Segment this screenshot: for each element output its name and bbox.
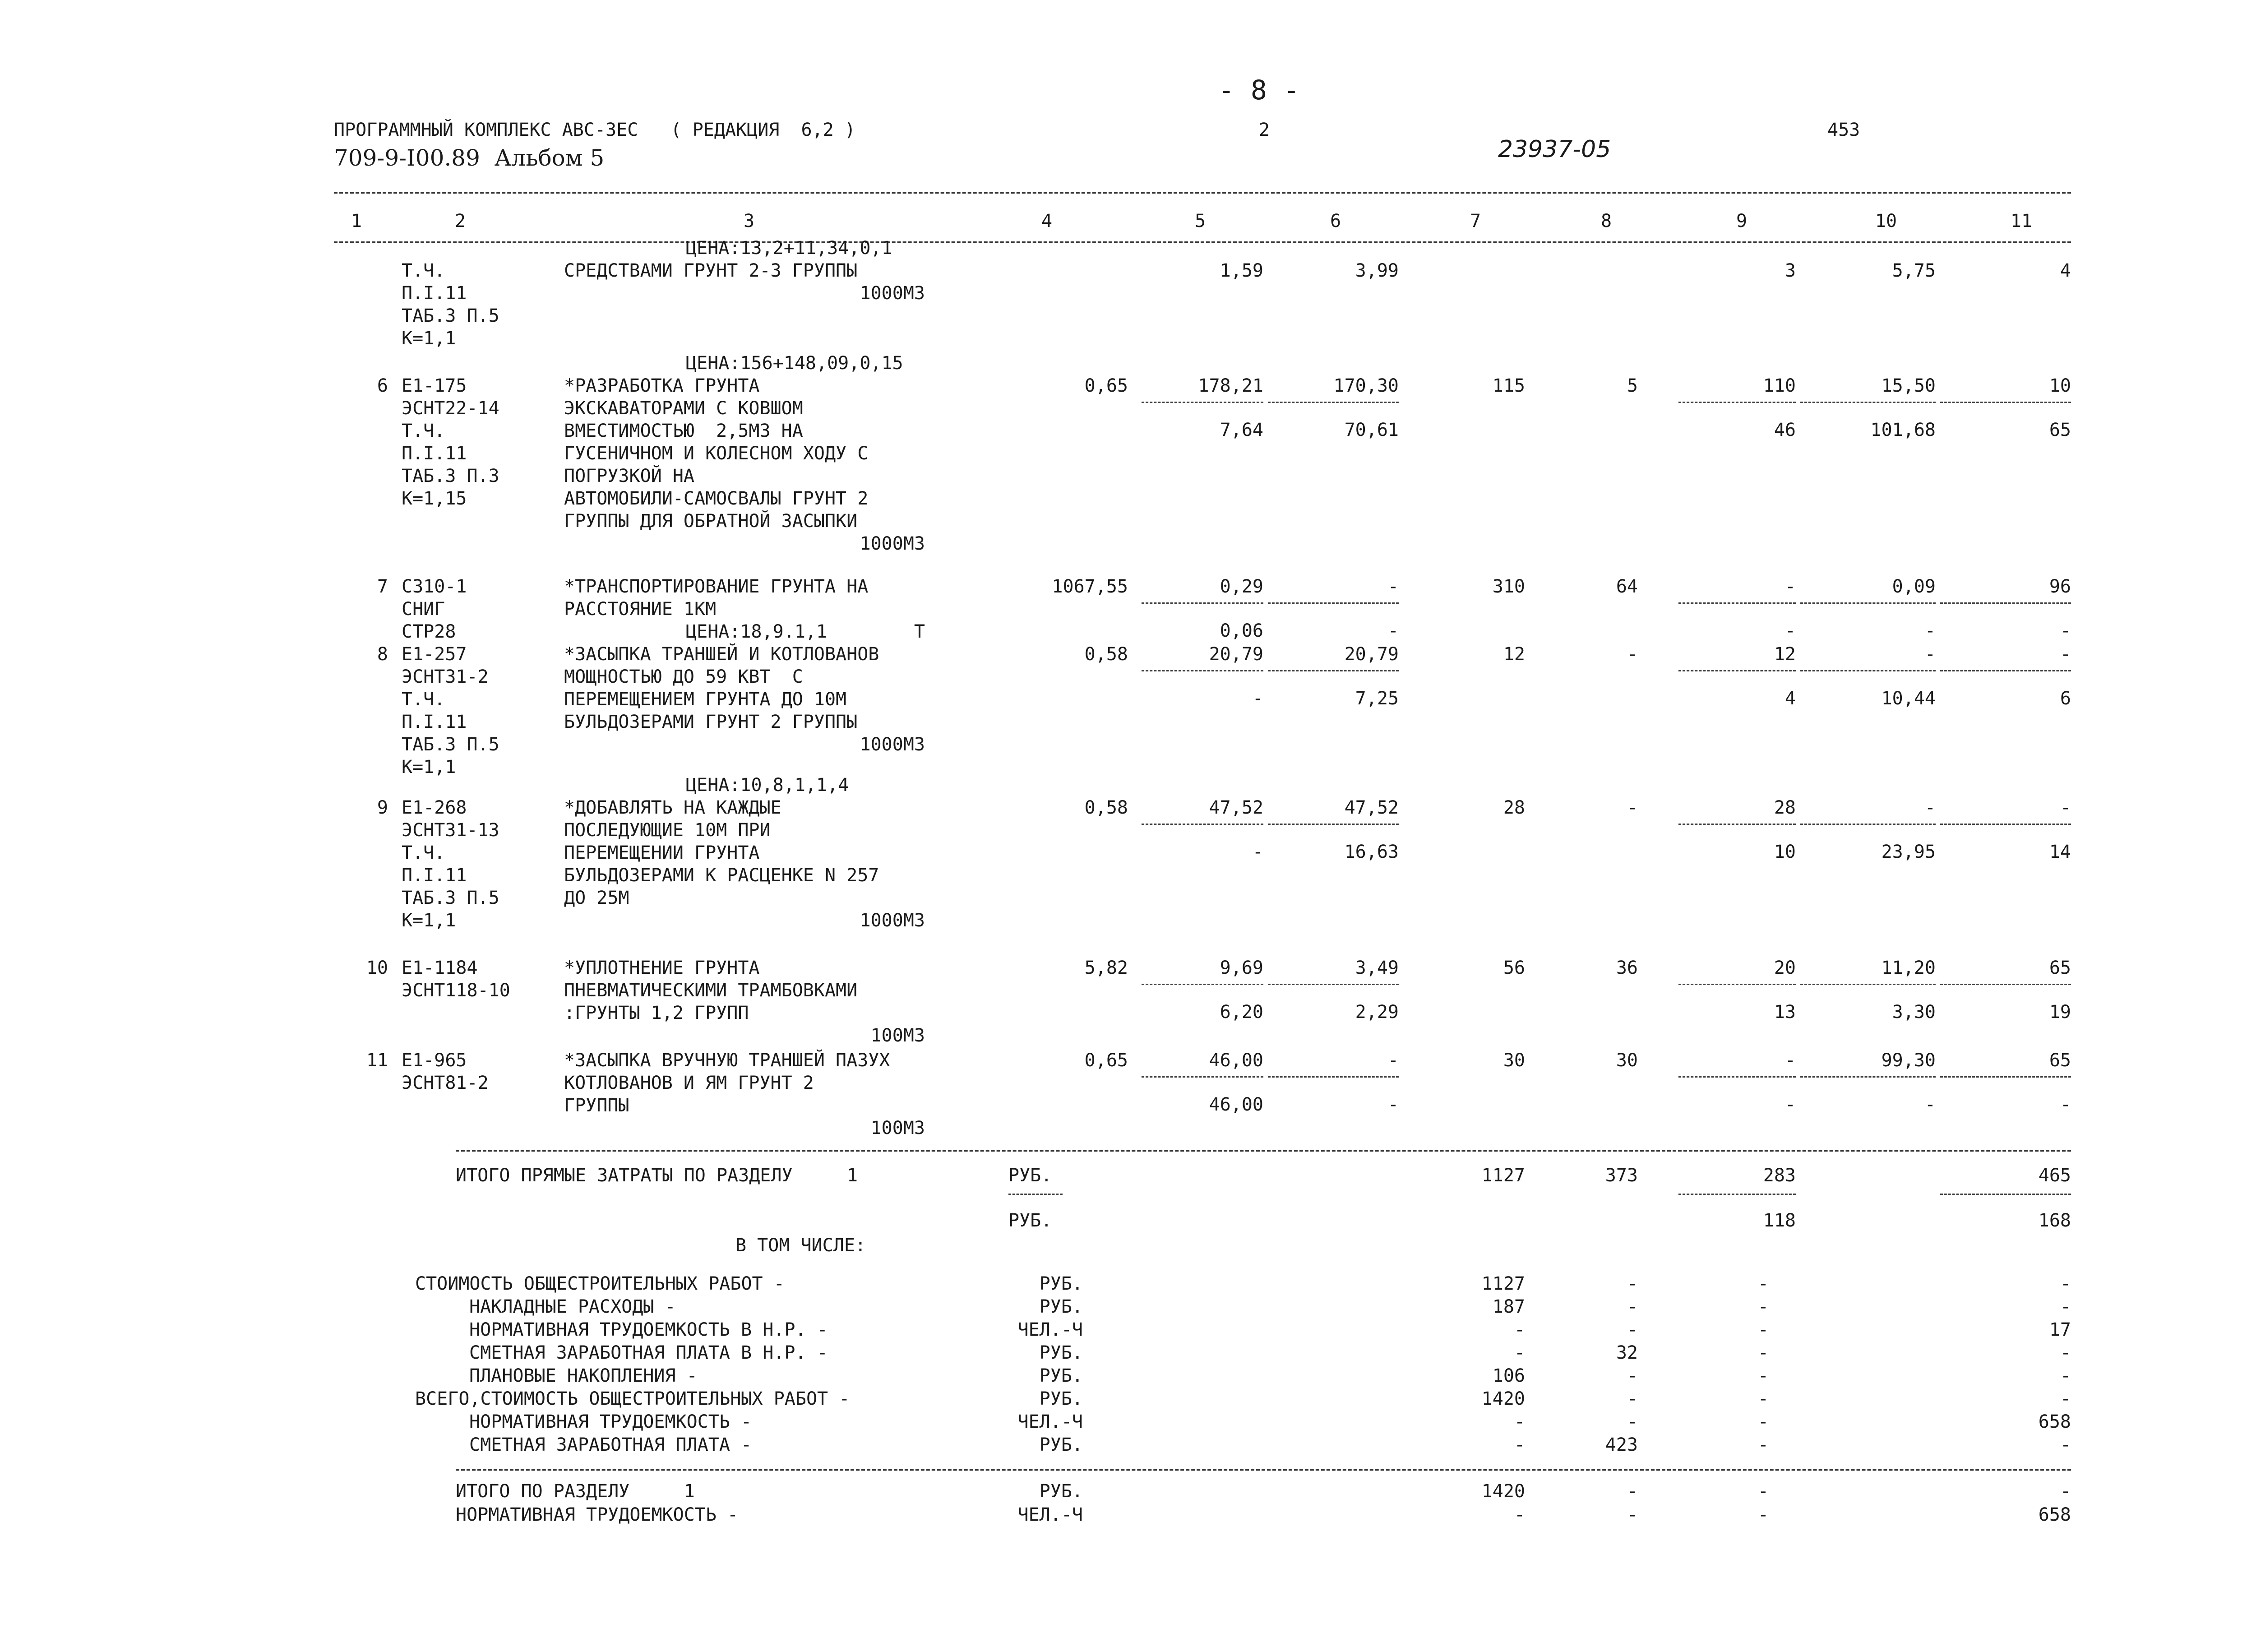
summary-c7: - bbox=[1514, 1319, 1525, 1340]
cell-c6-lower: 70,61 bbox=[1344, 420, 1399, 440]
cell-divider-c6 bbox=[1268, 1076, 1399, 1078]
norm-code: К=1,15 bbox=[402, 488, 467, 509]
cell-c5-lower: - bbox=[1252, 688, 1263, 709]
cell-divider-c6 bbox=[1268, 984, 1399, 985]
cell-divider-c11 bbox=[1940, 402, 2071, 403]
column-header-4: 4 bbox=[1041, 211, 1053, 231]
column-header-5: 5 bbox=[1194, 211, 1206, 231]
work-description: ГРУППЫ bbox=[564, 1095, 629, 1116]
cell-c4: 0,58 bbox=[1084, 644, 1128, 665]
work-description: АВТОМОБИЛИ-САМОСВАЛЫ ГРУНТ 2 bbox=[564, 488, 869, 509]
norm-code: ЭСНТ22-14 bbox=[402, 398, 499, 419]
summary-c7: 187 bbox=[1492, 1296, 1525, 1317]
row-number: 8 bbox=[377, 644, 388, 665]
summary-c11: - bbox=[2060, 1273, 2071, 1294]
work-description: *ЗАСЫПКА ВРУЧНУЮ ТРАНШЕЙ ПАЗУХ bbox=[564, 1050, 890, 1071]
norm-code: П.I.11 bbox=[402, 865, 467, 886]
column-header-11: 11 bbox=[2010, 211, 2033, 231]
section-total-c7: - bbox=[1514, 1504, 1525, 1525]
norm-code: Е1-1184 bbox=[402, 958, 478, 978]
norm-code: Т.Ч. bbox=[402, 689, 445, 710]
total-c9-lower: 118 bbox=[1763, 1210, 1796, 1231]
cell-c6: - bbox=[1387, 1050, 1399, 1071]
cell-c6-lower: 16,63 bbox=[1344, 842, 1399, 862]
cell-c5-lower: 7,64 bbox=[1220, 420, 1263, 440]
summary-c11: - bbox=[2060, 1435, 2071, 1455]
total-sub-rule-c11 bbox=[1940, 1194, 2071, 1195]
summary-c9: - bbox=[1757, 1342, 1769, 1363]
cell-divider-c11 bbox=[1940, 824, 2071, 825]
cell-c7: 28 bbox=[1503, 797, 1525, 818]
cell-divider-c11 bbox=[1940, 984, 2071, 985]
cell-c9-lower: 10 bbox=[1774, 842, 1796, 862]
total-c9: 283 bbox=[1763, 1165, 1796, 1186]
work-description: МОЩНОСТЬЮ ДО 59 КВТ С bbox=[564, 666, 803, 687]
work-description: РАССТОЯНИЕ 1КМ bbox=[564, 599, 717, 620]
cell-c10: - bbox=[1924, 644, 1936, 665]
cell-c10-lower: 101,68 bbox=[1870, 420, 1936, 440]
cell-c4: 1067,55 bbox=[1052, 576, 1128, 597]
cell-c8: - bbox=[1627, 797, 1638, 818]
section-total-c8: - bbox=[1627, 1504, 1638, 1525]
totals-top-rule bbox=[456, 1150, 2071, 1152]
total-c8: 373 bbox=[1605, 1165, 1638, 1186]
cell-divider-c10 bbox=[1800, 824, 1936, 825]
row-number: 9 bbox=[377, 797, 388, 818]
summary-label: НОРМАТИВНАЯ ТРУДОЕМКОСТЬ - bbox=[469, 1411, 752, 1432]
cell-c5: 0,29 bbox=[1220, 576, 1263, 597]
summary-c7: - bbox=[1514, 1411, 1525, 1432]
section-total-c11: - bbox=[2060, 1481, 2071, 1502]
norm-code: С310-1 bbox=[402, 576, 467, 597]
column-header-10: 10 bbox=[1875, 211, 1897, 231]
cell-divider-c11 bbox=[1940, 670, 2071, 671]
summary-c8: - bbox=[1627, 1319, 1638, 1340]
cell-c6-lower: - bbox=[1387, 1094, 1399, 1115]
norm-code: ЭСНТ118-10 bbox=[402, 980, 510, 1001]
cell-c9: 12 bbox=[1774, 644, 1796, 665]
summary-unit: РУБ. bbox=[1039, 1273, 1083, 1294]
cell-divider-c5 bbox=[1142, 602, 1263, 604]
section-total-label: ИТОГО ПО РАЗДЕЛУ 1 bbox=[456, 1481, 695, 1502]
summary-unit: ЧЕЛ.-Ч bbox=[1017, 1411, 1083, 1432]
unit-of-measure: 1000М3 bbox=[860, 910, 925, 931]
norm-code: Т.Ч. bbox=[402, 842, 445, 863]
work-description: КОТЛОВАНОВ И ЯМ ГРУНТ 2 bbox=[564, 1073, 814, 1093]
norm-code: ТАБ.3 П.5 bbox=[402, 888, 499, 908]
section-total-unit: ЧЕЛ.-Ч bbox=[1017, 1504, 1083, 1525]
cell-c5-lower: - bbox=[1252, 842, 1263, 862]
column-header-8: 8 bbox=[1600, 211, 1612, 231]
summary-unit: РУБ. bbox=[1039, 1365, 1083, 1386]
summary-c11: - bbox=[2060, 1296, 2071, 1317]
total-label: ИТОГО ПРЯМЫЕ ЗАТРАТЫ ПО РАЗДЕЛУ 1 bbox=[456, 1165, 858, 1186]
total-sub-rule-unit bbox=[1008, 1194, 1063, 1195]
sheet-number: 2 bbox=[1259, 120, 1270, 140]
summary-c9: - bbox=[1757, 1273, 1769, 1294]
cell-c11-lower: 19 bbox=[2049, 1002, 2071, 1023]
cell-c5-lower: 6,20 bbox=[1220, 1002, 1263, 1023]
summary-c9: - bbox=[1757, 1296, 1769, 1317]
unit-of-measure: 100М3 bbox=[870, 1118, 925, 1138]
summary-unit: РУБ. bbox=[1039, 1342, 1083, 1363]
cell-divider-c5 bbox=[1142, 1076, 1263, 1078]
cell-c7: 310 bbox=[1492, 576, 1525, 597]
column-header-6: 6 bbox=[1330, 211, 1341, 231]
cell-divider-c5 bbox=[1142, 984, 1263, 985]
summary-c9: - bbox=[1757, 1319, 1769, 1340]
total-c11-lower: 168 bbox=[2038, 1210, 2071, 1231]
cell-divider-c9 bbox=[1678, 602, 1796, 604]
section-total-rule bbox=[456, 1469, 2071, 1471]
cell-c6: - bbox=[1387, 576, 1399, 597]
cell-c5-lower: 0,06 bbox=[1220, 620, 1263, 641]
cell-divider-c9 bbox=[1678, 402, 1796, 403]
summary-label: НАКЛАДНЫЕ РАСХОДЫ - bbox=[469, 1296, 676, 1317]
price-formula: ЦЕНА:156+148,09,0,15 bbox=[686, 353, 903, 374]
summary-c7: - bbox=[1514, 1342, 1525, 1363]
cell-divider-c5 bbox=[1142, 824, 1263, 825]
summary-unit: ЧЕЛ.-Ч bbox=[1017, 1319, 1083, 1340]
cell-c10-lower: - bbox=[1924, 620, 1936, 641]
summary-label: ПЛАНОВЫЕ НАКОПЛЕНИЯ - bbox=[469, 1365, 698, 1386]
cell-c4: 0,65 bbox=[1084, 1050, 1128, 1071]
cell-c9-lower: 13 bbox=[1774, 1002, 1796, 1023]
summary-label: СМЕТНАЯ ЗАРАБОТНАЯ ПЛАТА - bbox=[469, 1435, 752, 1455]
cell-c9-lower: 46 bbox=[1774, 420, 1796, 440]
summary-c11: - bbox=[2060, 1342, 2071, 1363]
norm-code: Т.Ч. bbox=[402, 421, 445, 441]
cell-c5: 1,59 bbox=[1220, 260, 1263, 281]
cell-c7: 115 bbox=[1492, 375, 1525, 396]
cell-divider-c5 bbox=[1142, 670, 1263, 671]
row-number: 6 bbox=[377, 375, 388, 396]
work-description: *ТРАНСПОРТИРОВАНИЕ ГРУНТА НА bbox=[564, 576, 869, 597]
summary-c8: - bbox=[1627, 1365, 1638, 1386]
cell-c4: 0,58 bbox=[1084, 797, 1128, 818]
cell-c6: 47,52 bbox=[1344, 797, 1399, 818]
cell-c7: 12 bbox=[1503, 644, 1525, 665]
cell-c6-lower: - bbox=[1387, 620, 1399, 641]
cell-c11: 96 bbox=[2049, 576, 2071, 597]
unit-of-measure: 1000М3 bbox=[860, 533, 925, 554]
cell-c10-lower: 23,95 bbox=[1881, 842, 1936, 862]
work-description: *ДОБАВЛЯТЬ НА КАЖДЫЕ bbox=[564, 797, 781, 818]
cell-c6-lower: 2,29 bbox=[1355, 1002, 1399, 1023]
section-total-c11: 658 bbox=[2038, 1504, 2071, 1525]
norm-code: ЭСНТ81-2 bbox=[402, 1073, 489, 1093]
cell-c10: - bbox=[1924, 797, 1936, 818]
summary-c9: - bbox=[1757, 1365, 1769, 1386]
summary-c7: 1127 bbox=[1481, 1273, 1525, 1294]
total-sub-rule-c9 bbox=[1678, 1194, 1796, 1195]
cell-divider-c6 bbox=[1268, 824, 1399, 825]
summary-c8: 32 bbox=[1616, 1342, 1638, 1363]
work-description: СРЕДСТВАМИ ГРУНТ 2-3 ГРУППЫ bbox=[564, 260, 858, 281]
row-number: 7 bbox=[377, 576, 388, 597]
cell-c7: 56 bbox=[1503, 958, 1525, 978]
price-formula: ЦЕНА:10,8,1,1,4 bbox=[686, 775, 849, 796]
cell-c8: 30 bbox=[1616, 1050, 1638, 1071]
cell-c11: 65 bbox=[2049, 958, 2071, 978]
cell-c11: 65 bbox=[2049, 1050, 2071, 1071]
cell-c11: 10 bbox=[2049, 375, 2071, 396]
cell-c6-lower: 7,25 bbox=[1355, 688, 1399, 709]
cell-c10: 5,75 bbox=[1892, 260, 1936, 281]
cell-c11-lower: 14 bbox=[2049, 842, 2071, 862]
column-header-3: 3 bbox=[743, 211, 755, 231]
row-number: 10 bbox=[366, 958, 388, 978]
cell-divider-c10 bbox=[1800, 984, 1936, 985]
summary-c11: - bbox=[2060, 1388, 2071, 1409]
summary-label: СТОИМОСТЬ ОБЩЕСТРОИТЕЛЬНЫХ РАБОТ - bbox=[415, 1273, 785, 1294]
norm-code: Е1-175 bbox=[402, 375, 467, 396]
summary-c8: - bbox=[1627, 1388, 1638, 1409]
total-c7: 1127 bbox=[1481, 1165, 1525, 1186]
summary-c9: - bbox=[1757, 1435, 1769, 1455]
cell-c10-lower: 10,44 bbox=[1881, 688, 1936, 709]
cell-c8: 64 bbox=[1616, 576, 1638, 597]
cell-c9: 3 bbox=[1784, 260, 1796, 281]
cell-c11: - bbox=[2060, 797, 2071, 818]
cell-divider-c11 bbox=[1940, 602, 2071, 604]
cell-c10-lower: 3,30 bbox=[1892, 1002, 1936, 1023]
column-header-7: 7 bbox=[1470, 211, 1481, 231]
summary-label: СМЕТНАЯ ЗАРАБОТНАЯ ПЛАТА В Н.Р. - bbox=[469, 1342, 828, 1363]
cell-c11: 4 bbox=[2060, 260, 2071, 281]
cell-c10: 11,20 bbox=[1881, 958, 1936, 978]
cell-c6: 3,99 bbox=[1355, 260, 1399, 281]
summary-c8: 423 bbox=[1605, 1435, 1638, 1455]
column-header-1: 1 bbox=[351, 211, 362, 231]
cell-c11-lower: 6 bbox=[2060, 688, 2071, 709]
unit-of-measure: 1000М3 bbox=[860, 734, 925, 755]
cell-c4: 0,65 bbox=[1084, 375, 1128, 396]
header-bottom-rule bbox=[334, 241, 2071, 243]
cell-divider-c9 bbox=[1678, 670, 1796, 671]
summary-unit: РУБ. bbox=[1039, 1296, 1083, 1317]
cell-c6: 3,49 bbox=[1355, 958, 1399, 978]
price-formula: ЦЕНА:13,2+11,34,0,1 bbox=[686, 238, 892, 259]
cell-c10: 0,09 bbox=[1892, 576, 1936, 597]
cell-c7: 30 bbox=[1503, 1050, 1525, 1071]
norm-code: Е1-257 bbox=[402, 644, 467, 665]
unit-of-measure: 1000М3 bbox=[860, 283, 925, 304]
work-description: БУЛЬДОЗЕРАМИ К РАСЦЕНКЕ N 257 bbox=[564, 865, 879, 886]
cell-divider-c9 bbox=[1678, 1076, 1796, 1078]
header-top-rule bbox=[334, 192, 2071, 194]
norm-code: К=1,1 bbox=[402, 910, 456, 931]
summary-c7: 106 bbox=[1492, 1365, 1525, 1386]
album-label: 709-9-I00.89 Альбом 5 bbox=[334, 145, 605, 171]
summary-c8: - bbox=[1627, 1273, 1638, 1294]
cell-divider-c6 bbox=[1268, 670, 1399, 671]
cell-divider-c9 bbox=[1678, 984, 1796, 985]
norm-code: Е1-965 bbox=[402, 1050, 467, 1071]
section-total-c7: 1420 bbox=[1481, 1481, 1525, 1502]
cell-divider-c10 bbox=[1800, 402, 1936, 403]
norm-code: ТАБ.3 П.5 bbox=[402, 734, 499, 755]
page-number: - 8 - bbox=[1218, 74, 1300, 106]
cell-c6: 20,79 bbox=[1344, 644, 1399, 665]
unit-of-measure: Т bbox=[914, 621, 925, 642]
unit-of-measure: 100М3 bbox=[870, 1025, 925, 1046]
row-number: 11 bbox=[366, 1050, 388, 1071]
norm-code: ТАБ.3 П.3 bbox=[402, 466, 499, 486]
section-total-c9: - bbox=[1757, 1481, 1769, 1502]
work-description: ПЕРЕМЕЩЕНИЕМ ГРУНТА ДО 10М bbox=[564, 689, 847, 710]
norm-code: ЭСНТ31-13 bbox=[402, 820, 499, 841]
cell-c5: 46,00 bbox=[1209, 1050, 1263, 1071]
work-description: ПОГРУЗКОЙ НА bbox=[564, 466, 694, 486]
document-code: 453 bbox=[1827, 120, 1860, 140]
section-total-unit: РУБ. bbox=[1039, 1481, 1083, 1502]
work-description: ДО 25М bbox=[564, 888, 629, 908]
section-total-c9: - bbox=[1757, 1504, 1769, 1525]
summary-c9: - bbox=[1757, 1388, 1769, 1409]
summary-unit: РУБ. bbox=[1039, 1388, 1083, 1409]
cell-c11-lower: - bbox=[2060, 620, 2071, 641]
cell-c5-lower: 46,00 bbox=[1209, 1094, 1263, 1115]
summary-c7: 1420 bbox=[1481, 1388, 1525, 1409]
program-line: ПРОГРАММНЫЙ КОМПЛЕКС АВС-ЗЕС ( РЕДАКЦИЯ 6,2 ) bbox=[334, 120, 855, 140]
cell-c9: 110 bbox=[1763, 375, 1796, 396]
summary-c7: - bbox=[1514, 1435, 1525, 1455]
total-unit-2: РУБ. bbox=[1008, 1210, 1052, 1231]
column-header-9: 9 bbox=[1736, 211, 1747, 231]
work-description: ПЕРЕМЕЩЕНИИ ГРУНТА bbox=[564, 842, 760, 863]
cell-divider-c10 bbox=[1800, 602, 1936, 604]
cell-c9: - bbox=[1784, 1050, 1796, 1071]
cell-c8: - bbox=[1627, 644, 1638, 665]
norm-code: СНИГ bbox=[402, 599, 445, 620]
cell-c10: 15,50 bbox=[1881, 375, 1936, 396]
norm-code: П.I.11 bbox=[402, 712, 467, 732]
summary-c11: 17 bbox=[2049, 1319, 2071, 1340]
work-description: *ЗАСЫПКА ТРАНШЕЙ И КОТЛОВАНОВ bbox=[564, 644, 879, 665]
cell-c8: 5 bbox=[1627, 375, 1638, 396]
summary-c11: 658 bbox=[2038, 1411, 2071, 1432]
cell-divider-c9 bbox=[1678, 824, 1796, 825]
work-description: *РАЗРАБОТКА ГРУНТА bbox=[564, 375, 760, 396]
work-description: ПОСЛЕДУЮЩИЕ 10М ПРИ bbox=[564, 820, 771, 841]
column-header-2: 2 bbox=[454, 211, 466, 231]
cell-c11: - bbox=[2060, 644, 2071, 665]
cell-c5: 178,21 bbox=[1198, 375, 1263, 396]
cell-c10: 99,30 bbox=[1881, 1050, 1936, 1071]
norm-code: К=1,1 bbox=[402, 757, 456, 777]
work-description: *УПЛОТНЕНИЕ ГРУНТА bbox=[564, 958, 760, 978]
summary-label: ВСЕГО,СТОИМОСТЬ ОБЩЕСТРОИТЕЛЬНЫХ РАБОТ - bbox=[415, 1388, 850, 1409]
cell-c5: 9,69 bbox=[1220, 958, 1263, 978]
norm-code: К=1,1 bbox=[402, 328, 456, 349]
total-unit: РУБ. bbox=[1008, 1165, 1052, 1186]
cell-c5: 47,52 bbox=[1209, 797, 1263, 818]
norm-code: Т.Ч. bbox=[402, 260, 445, 281]
price-formula: ЦЕНА:18,9.1,1 bbox=[686, 621, 828, 642]
cell-divider-c11 bbox=[1940, 1076, 2071, 1078]
norm-code: СТР28 bbox=[402, 621, 456, 642]
cell-divider-c5 bbox=[1142, 402, 1263, 403]
work-description: ГУСЕНИЧНОМ И КОЛЕСНОМ ХОДУ С bbox=[564, 443, 869, 464]
cell-divider-c10 bbox=[1800, 670, 1936, 671]
cell-c4: 5,82 bbox=[1084, 958, 1128, 978]
summary-label: НОРМАТИВНАЯ ТРУДОЕМКОСТЬ В Н.Р. - bbox=[469, 1319, 828, 1340]
norm-code: П.I.11 bbox=[402, 283, 467, 304]
work-description: ЭКСКАВАТОРАМИ С КОВШОМ bbox=[564, 398, 803, 419]
section-total-c8: - bbox=[1627, 1481, 1638, 1502]
summary-c11: - bbox=[2060, 1365, 2071, 1386]
handwritten-number: 23937-05 bbox=[1498, 136, 1611, 163]
section-total-label: НОРМАТИВНАЯ ТРУДОЕМКОСТЬ - bbox=[456, 1504, 739, 1525]
summary-c8: - bbox=[1627, 1296, 1638, 1317]
norm-code: Е1-268 bbox=[402, 797, 467, 818]
cell-c9: 28 bbox=[1774, 797, 1796, 818]
cell-c8: 36 bbox=[1616, 958, 1638, 978]
cell-divider-c6 bbox=[1268, 402, 1399, 403]
cell-divider-c10 bbox=[1800, 1076, 1936, 1078]
total-c11: 465 bbox=[2038, 1165, 2071, 1186]
cell-c5: 20,79 bbox=[1209, 644, 1263, 665]
work-description: ГРУППЫ ДЛЯ ОБРАТНОЙ ЗАСЫПКИ bbox=[564, 511, 858, 532]
norm-code: ТАБ.3 П.5 bbox=[402, 305, 499, 326]
cell-c9: 20 bbox=[1774, 958, 1796, 978]
cell-c9-lower: 4 bbox=[1784, 688, 1796, 709]
cell-c6: 170,30 bbox=[1333, 375, 1399, 396]
summary-c8: - bbox=[1627, 1411, 1638, 1432]
summary-c9: - bbox=[1757, 1411, 1769, 1432]
work-description: ВМЕСТИМОСТЬЮ 2,5М3 НА bbox=[564, 421, 803, 441]
cell-c9: - bbox=[1784, 576, 1796, 597]
norm-code: ЭСНТ31-2 bbox=[402, 666, 489, 687]
cell-divider-c6 bbox=[1268, 602, 1399, 604]
work-description: ПНЕВМАТИЧЕСКИМИ ТРАМБОВКАМИ bbox=[564, 980, 858, 1001]
work-description: БУЛЬДОЗЕРАМИ ГРУНТ 2 ГРУППЫ bbox=[564, 712, 858, 732]
cell-c9-lower: - bbox=[1784, 620, 1796, 641]
norm-code: П.I.11 bbox=[402, 443, 467, 464]
cell-c10-lower: - bbox=[1924, 1094, 1936, 1115]
work-description: :ГРУНТЫ 1,2 ГРУПП bbox=[564, 1003, 749, 1023]
cell-c11-lower: 65 bbox=[2049, 420, 2071, 440]
cell-c9-lower: - bbox=[1784, 1094, 1796, 1115]
including-label: В ТОМ ЧИСЛЕ: bbox=[735, 1235, 866, 1256]
summary-unit: РУБ. bbox=[1039, 1435, 1083, 1455]
cell-c11-lower: - bbox=[2060, 1094, 2071, 1115]
